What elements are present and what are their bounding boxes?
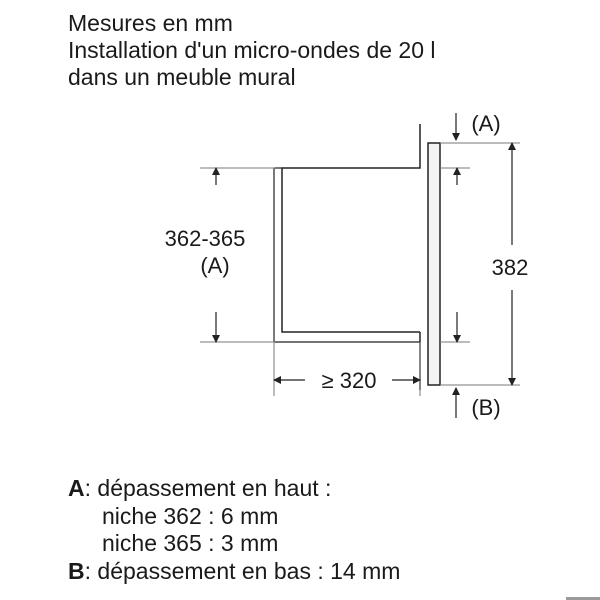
legend-a-line-1: niche 362 : 6 mm	[102, 503, 279, 529]
cabinet-niche	[274, 124, 420, 390]
title-line-3: dans un meuble mural	[68, 64, 296, 90]
legend-b-key: B	[68, 558, 85, 584]
niche-height-label: 362-365	[164, 226, 246, 251]
legend-b	[68, 558, 400, 585]
legend-b-text: : dépassement en bas : 14 mm	[84, 558, 401, 584]
legend-a-key: A	[68, 475, 85, 501]
bottom-ref-label: (B)	[471, 395, 501, 420]
title-line-1: Mesures en mm	[68, 10, 233, 36]
frame-height-label: 382	[491, 255, 529, 280]
microwave-frame	[428, 143, 440, 385]
extension-lines	[200, 143, 520, 396]
title-line-2: Installation d'un micro-ondes de 20 l	[68, 37, 436, 63]
legend-a-line-2: niche 365 : 3 mm	[102, 530, 279, 556]
top-ref-label: (A)	[471, 111, 501, 136]
legend-a-text: : dépassement en haut :	[84, 475, 332, 501]
niche-height-ref-label: (A)	[200, 253, 230, 278]
overhang-marks	[456, 113, 457, 418]
legend-a	[68, 475, 331, 502]
depth-label: ≥ 320	[321, 368, 377, 393]
